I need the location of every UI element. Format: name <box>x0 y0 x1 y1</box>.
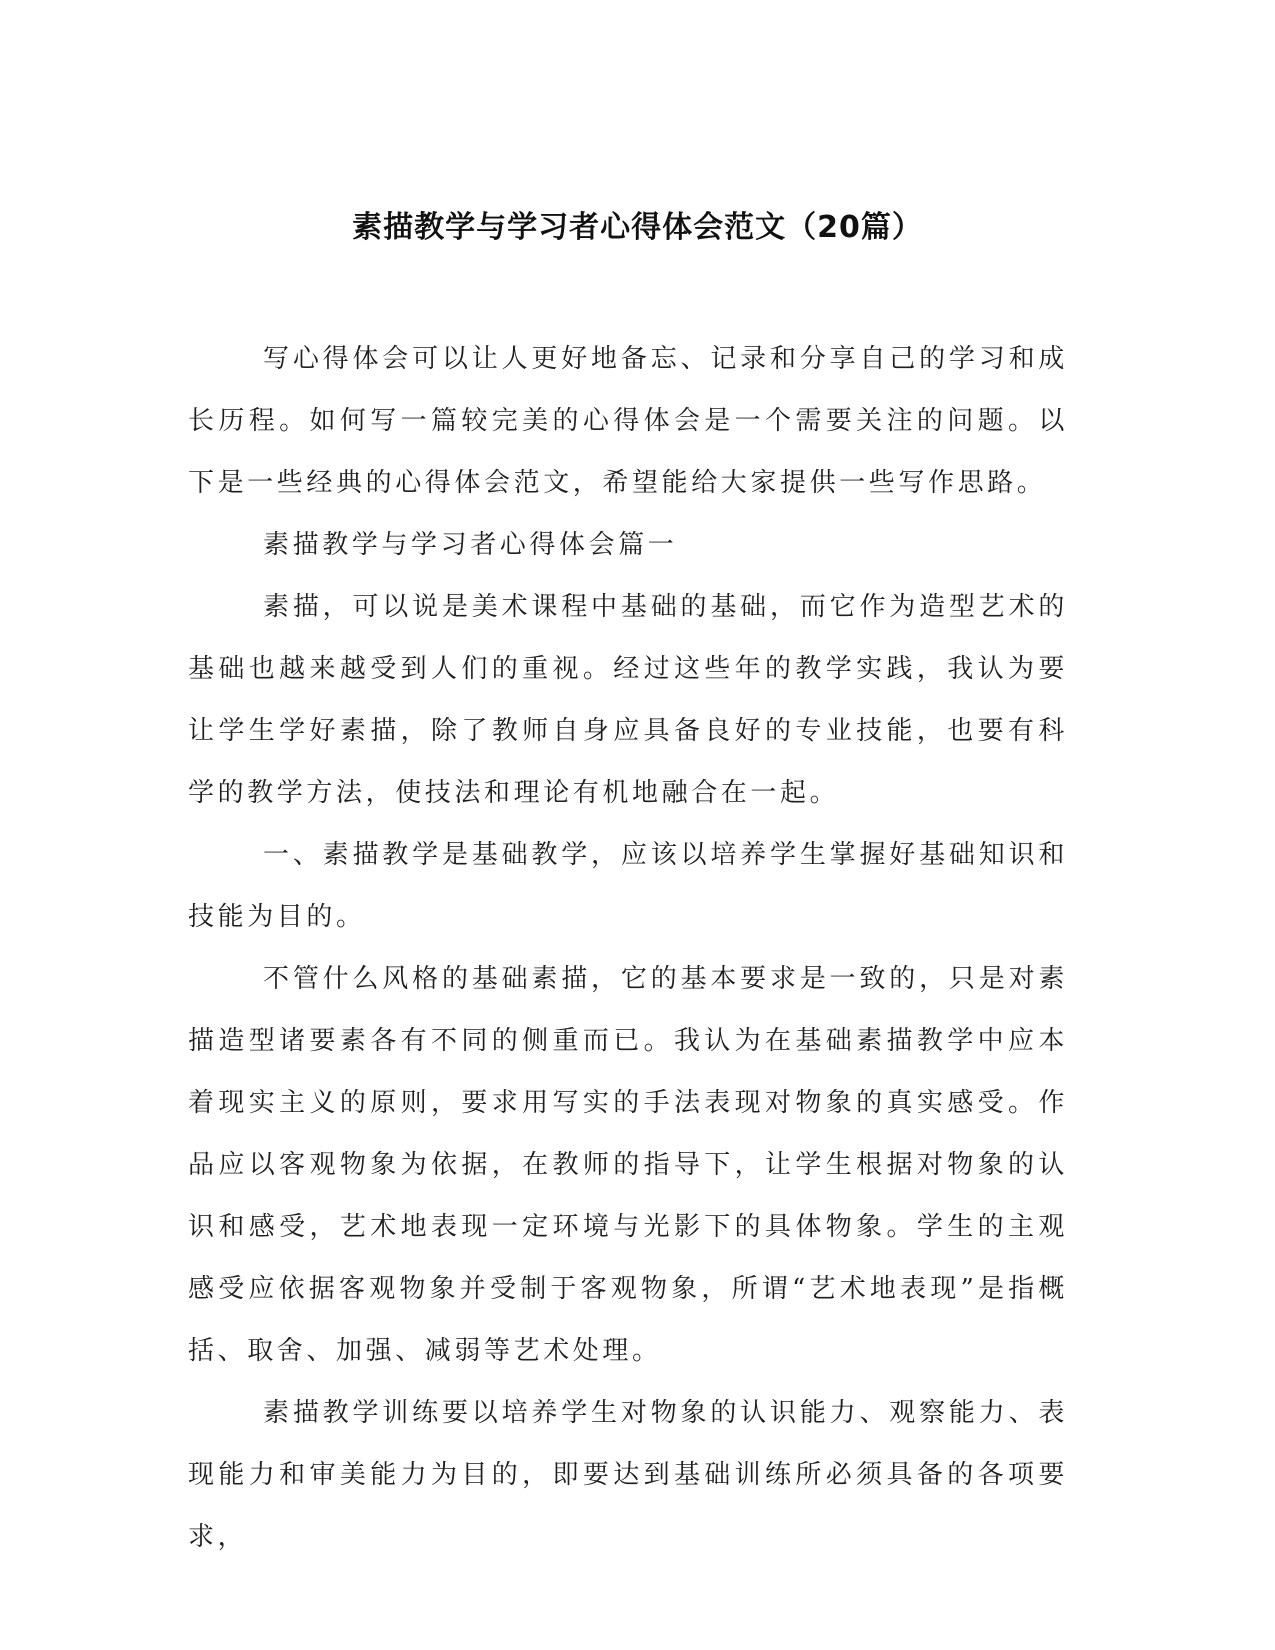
body-paragraph: 不管什么风格的基础素描，它的基本要求是一致的，只是对素描造型诸要素各有不同的侧重而已。我认为在基础素描教学中应本着现实主义的原则，要求用写实的手法表现对物象的真实感受。作品应以客观物象为依据，在教师的指导下，让学生根据对物象的认识和感受，艺术地表现一定环境与光影下的具体物象。学生的主观感受应依据客观物象并受制于客观物象，所谓“艺术地表现”是指概括、取舍、加强、减弱等艺术处理。 <box>188 964 1068 1366</box>
intro-paragraph: 写心得体会可以让人更好地备忘、记录和分享自己的学习和成长历程。如何写一篇较完美的心得体会是一个需要关注的问题。以下是一些经典的心得体会范文，希望能给大家提供一些写作思路。 <box>188 344 1068 498</box>
section-heading: 素描教学与学习者心得体会篇一 <box>263 530 678 560</box>
document-title: 素描教学与学习者心得体会范文（20篇） <box>352 210 923 245</box>
body-paragraph: 素描教学训练要以培养学生对物象的认识能力、观察能力、表现能力和审美能力为目的，即要达到基础训练所必须具备的各项要求， <box>188 1398 1068 1552</box>
document-body <box>188 328 1068 1568</box>
body-paragraph: 素描，可以说是美术课程中基础的基础，而它作为造型艺术的基础也越来越受到人们的重视。经过这些年的教学实践，我认为要让学生学好素描，除了教师自身应具备良好的专业技能，也要有科学的教学方法，使技法和理论有机地融合在一起。 <box>188 592 1068 808</box>
subheading-paragraph: 一、素描教学是基础教学，应该以培养学生掌握好基础知识和技能为目的。 <box>188 840 1068 932</box>
